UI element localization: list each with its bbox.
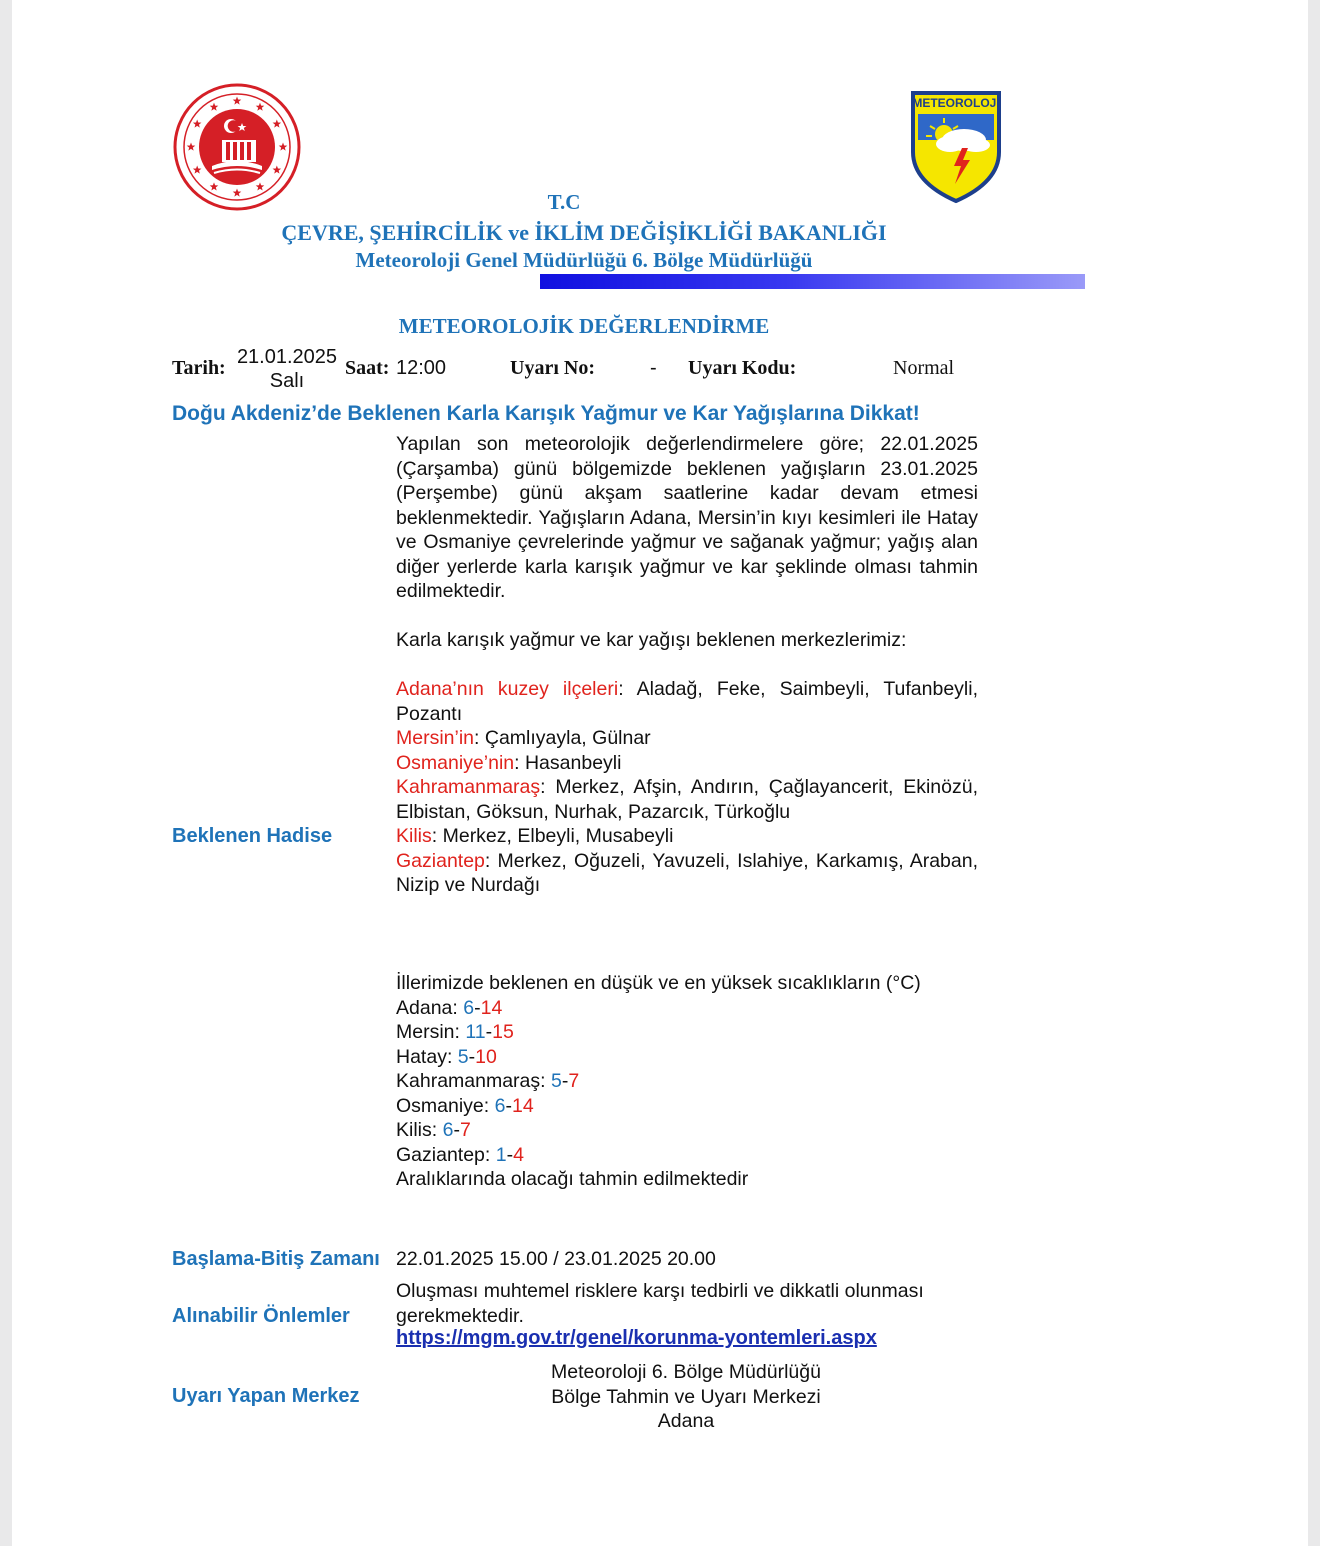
center-item: Mersin’in: Çamlıyayla, Gülnar <box>396 727 651 749</box>
center-item: Adana’nın kuzey ilçeleri: Aladağ, Feke, Saimbeyli, Tufanbeyli, Pozantı <box>396 678 978 725</box>
warning-code-value: Normal <box>893 357 955 379</box>
start-end-label: Başlama-Bitiş Zamanı <box>172 1248 380 1270</box>
issuer-line2: Bölge Tahmin ve Uyarı Merkezi <box>551 1385 821 1408</box>
ministry-seal-logo <box>172 82 302 212</box>
expected-event-intro: Yapılan son meteorolojik değerlendirmelere göre; 22.01.2025 (Çarşamba) günü bölgemizde beklenen yağışların 23.01.2025 (Perşembe) günü akşam saatlerine kadar devam etmesi beklenmektedir. Yağışların Adana, Mersin’in kıyı kesimleri ile Hatay ve Osmaniye çevrelerinde yağmur ve sağanak yağmur; yağış alan diğer yerlerde karla karışık yağmur ve kar şeklinde olması tahmin edilmektedir. <box>396 433 978 602</box>
center-item: Kilis: Merkez, Elbeyli, Musabeyli <box>396 825 674 847</box>
temp-item: Kilis: 6-7 <box>396 1119 471 1141</box>
issuer-label: Uyarı Yapan Merkez <box>172 1385 360 1407</box>
document-page <box>12 0 1308 1546</box>
center-item: Gaziantep: Merkez, Oğuzeli, Yavuzeli, Islahiye, Karkamış, Araban, Nizip ve Nurdağı <box>396 849 978 896</box>
temps-outro: Aralıklarında olacağı tahmin edilmektedir <box>396 1168 749 1190</box>
precautions-text: Oluşması muhtemel risklere karşı tedbirli ve dikkatli olunması gerekmektedir. <box>396 1280 924 1327</box>
meteoroloji-shield-logo <box>910 90 1002 204</box>
header-tc: T.C <box>547 190 581 214</box>
header-directorate: Meteoroloji Genel Müdürlüğü 6. Bölge Müdürlüğü <box>355 248 813 272</box>
header-ministry: ÇEVRE, ŞEHİRCİLİK ve İKLİM DEĞİŞİKLİĞİ BAKANLIĞI <box>281 220 887 245</box>
temp-item: Gaziantep: 1-4 <box>396 1143 524 1166</box>
issuer-line3: Adana <box>657 1410 715 1432</box>
date-value <box>230 345 344 393</box>
expected-event-label: Beklenen Hadise <box>172 825 333 847</box>
warning-no-label: Uyarı No: <box>510 357 595 379</box>
precautions-label: Alınabilir Önlemler <box>172 1305 350 1327</box>
shield-logo-text: METEOROLOJİ <box>912 96 1000 110</box>
start-end-value: 22.01.2025 15.00 / 23.01.2025 20.00 <box>396 1248 716 1270</box>
time-label: Saat: <box>345 357 390 379</box>
temp-item: Kahramanmaraş: 5-7 <box>396 1070 580 1092</box>
expected-event-content <box>396 432 978 1192</box>
temps-list <box>396 996 978 1168</box>
temp-item: Hatay: 5-10 <box>396 1045 497 1068</box>
temps-intro: İllerimizde beklenen en düşük ve en yüksek sıcaklıkların (°C) <box>396 972 921 994</box>
warning-no-value: - <box>650 357 657 379</box>
date-text: 21.01.2025 <box>236 346 338 368</box>
header-gradient-bar <box>540 274 1085 289</box>
document-title: METEOROLOJİK DEĞERLENDİRME <box>398 314 770 338</box>
temp-item: Adana: 6-14 <box>396 996 503 1019</box>
precautions-link-wrap <box>396 1327 877 1350</box>
warning-code-label: Uyarı Kodu: <box>688 357 797 379</box>
day-text: Salı <box>269 370 305 392</box>
precautions-link[interactable]: https://mgm.gov.tr/genel/korunma-yontemleri.aspx <box>396 1327 877 1349</box>
centers-intro: Karla karışık yağmur ve kar yağışı beklenen merkezlerimiz: <box>396 629 907 651</box>
headline: Doğu Akdeniz’de Beklenen Karla Karışık Yağmur ve Kar Yağışlarına Dikkat! <box>172 402 920 425</box>
time-value: 12:00 <box>396 357 447 379</box>
center-item: Kahramanmaraş: Merkez, Afşin, Andırın, Çağlayancerit, Ekinözü, Elbistan, Göksun, Nurhak, Pazarcık, Türkoğlu <box>396 776 978 823</box>
centers-list <box>396 677 978 898</box>
date-label: Tarih: <box>172 357 226 379</box>
issuer-line1: Meteoroloji 6. Bölge Müdürlüğü <box>551 1361 821 1383</box>
temp-item: Mersin: 11-15 <box>396 1021 514 1043</box>
issuer-block <box>486 1360 886 1434</box>
temp-item: Osmaniye: 6-14 <box>396 1094 534 1117</box>
center-item: Osmaniye’nin: Hasanbeyli <box>396 751 622 774</box>
